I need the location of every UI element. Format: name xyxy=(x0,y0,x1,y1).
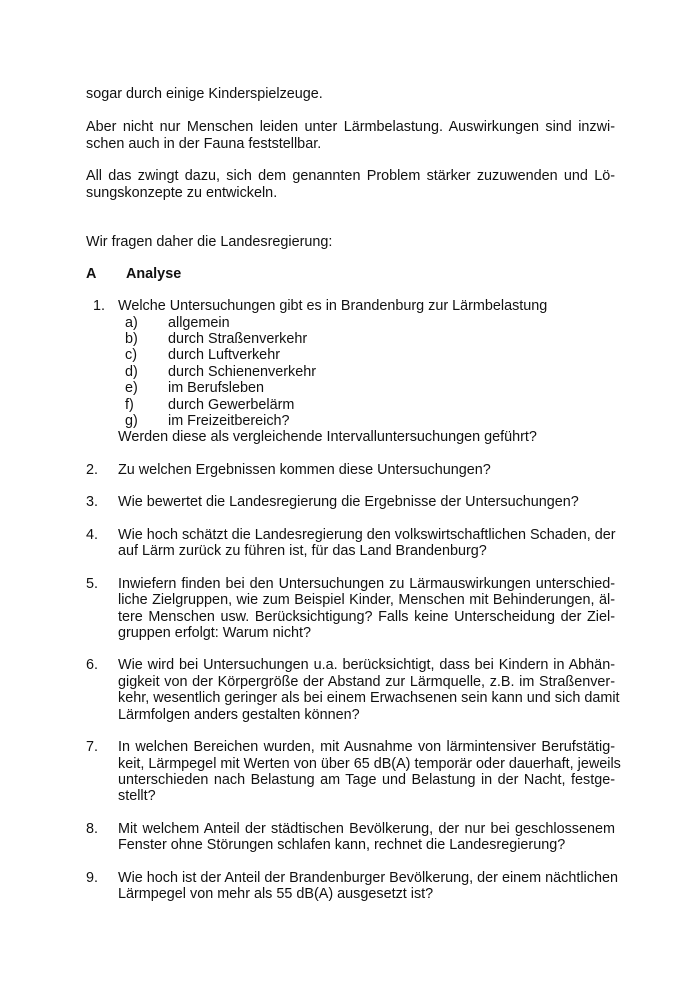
question-6-line: gigkeit von der Körpergröße der Abstand zur Lärmquelle, z.B. im Straßenver- xyxy=(118,674,615,690)
question-6-line: Lärmfolgen anders gestalten können? xyxy=(118,707,360,723)
subitem-text: im Freizeitbereich? xyxy=(168,413,290,429)
question-8-line: Mit welchem Anteil der städtischen Bevölkerung, der nur bei geschlossenem xyxy=(118,821,615,837)
question-7-line: keit, Lärmpegel mit Werten von über 65 dB(A) temporär oder dauerhaft, jeweils xyxy=(118,756,621,772)
intro-question-lead: Wir fragen daher die Landesregierung: xyxy=(86,234,333,250)
subitem-label: a) xyxy=(125,315,138,331)
subitem-text: durch Schienenverkehr xyxy=(168,364,316,380)
question-4-line: auf Lärm zurück zu führen ist, für das Land Brandenburg? xyxy=(118,543,487,559)
question-2-line: Zu welchen Ergebnissen kommen diese Untersuchungen? xyxy=(118,462,491,478)
subitem-label: c) xyxy=(125,347,137,363)
question-1-text: Welche Untersuchungen gibt es in Brandenburg zur Lärmbelastung xyxy=(118,298,548,314)
subitem-text: durch Gewerbelärm xyxy=(168,397,295,413)
subitem-text: durch Luftverkehr xyxy=(168,347,280,363)
question-3-number: 3. xyxy=(86,494,99,510)
question-7-line: In welchen Bereichen wurden, mit Ausnahme von lärmintensiver Berufstätig- xyxy=(118,739,615,755)
question-9-line: Wie hoch ist der Anteil der Brandenburger Bevölkerung, der einem nächtlichen xyxy=(118,870,618,886)
subitem-label: d) xyxy=(125,364,138,380)
question-5-number: 5. xyxy=(86,576,99,592)
subitem-text: im Berufsleben xyxy=(168,380,264,396)
question-3-line: Wie bewertet die Landesregierung die Ergebnisse der Untersuchungen? xyxy=(118,494,579,510)
question-1-followup: Werden diese als vergleichende Intervalluntersuchungen geführt? xyxy=(118,429,537,445)
question-7-number: 7. xyxy=(86,739,99,755)
question-6-line: kehr, wesentlich geringer als bei einem Erwachsenen sein kann und sich damit xyxy=(118,690,620,706)
question-7-line: unterschieden nach Belastung am Tage und Belastung in der Nacht, festge- xyxy=(118,772,615,788)
question-5-line: tere Menschen usw. Berücksichtigung? Falls keine Unterscheidung der Ziel- xyxy=(118,609,615,625)
question-8-line: Fenster ohne Störungen schlafen kann, rechnet die Landesregierung? xyxy=(118,837,566,853)
intro-paragraph-2-line-1: Aber nicht nur Menschen leiden unter Lärmbelastung. Auswirkungen sind inzwi- xyxy=(86,119,615,135)
question-9-line: Lärmpegel von mehr als 55 dB(A) ausgesetzt ist? xyxy=(118,886,434,902)
question-5-line: Inwiefern finden bei den Untersuchungen zu Lärmauswirkungen unterschied- xyxy=(118,576,615,592)
subitem-label: b) xyxy=(125,331,138,347)
subitem-text: allgemein xyxy=(168,315,230,331)
question-7-line: stellt? xyxy=(118,788,156,804)
section-title: Analyse xyxy=(126,266,182,282)
question-8-number: 8. xyxy=(86,821,99,837)
question-5-line: gruppen erfolgt: Warum nicht? xyxy=(118,625,312,641)
question-6-line: Wie wird bei Untersuchungen u.a. berücksichtigt, dass bei Kindern in Abhän- xyxy=(118,657,615,673)
section-letter: A xyxy=(86,266,97,282)
subitem-label: g) xyxy=(125,413,138,429)
intro-paragraph-3-line-1: All das zwingt dazu, sich dem genannten Problem stärker zuzuwenden und Lö- xyxy=(86,168,615,184)
question-9-number: 9. xyxy=(86,870,99,886)
question-4-line: Wie hoch schätzt die Landesregierung den volkswirtschaftlichen Schaden, der xyxy=(118,527,616,543)
subitem-label: f) xyxy=(125,397,134,413)
question-4-number: 4. xyxy=(86,527,99,543)
question-1-number: 1. xyxy=(93,298,106,314)
question-6-number: 6. xyxy=(86,657,99,673)
intro-paragraph-2-line-2: schen auch in der Fauna feststellbar. xyxy=(86,136,322,152)
question-5-line: liche Zielgruppen, wie zum Beispiel Kinder, Menschen mit Behinderungen, äl- xyxy=(118,592,615,608)
intro-paragraph-1: sogar durch einige Kinderspielzeuge. xyxy=(86,86,323,102)
subitem-label: e) xyxy=(125,380,138,396)
question-2-number: 2. xyxy=(86,462,99,478)
subitem-text: durch Straßenverkehr xyxy=(168,331,308,347)
intro-paragraph-3-line-2: sungskonzepte zu entwickeln. xyxy=(86,185,278,201)
